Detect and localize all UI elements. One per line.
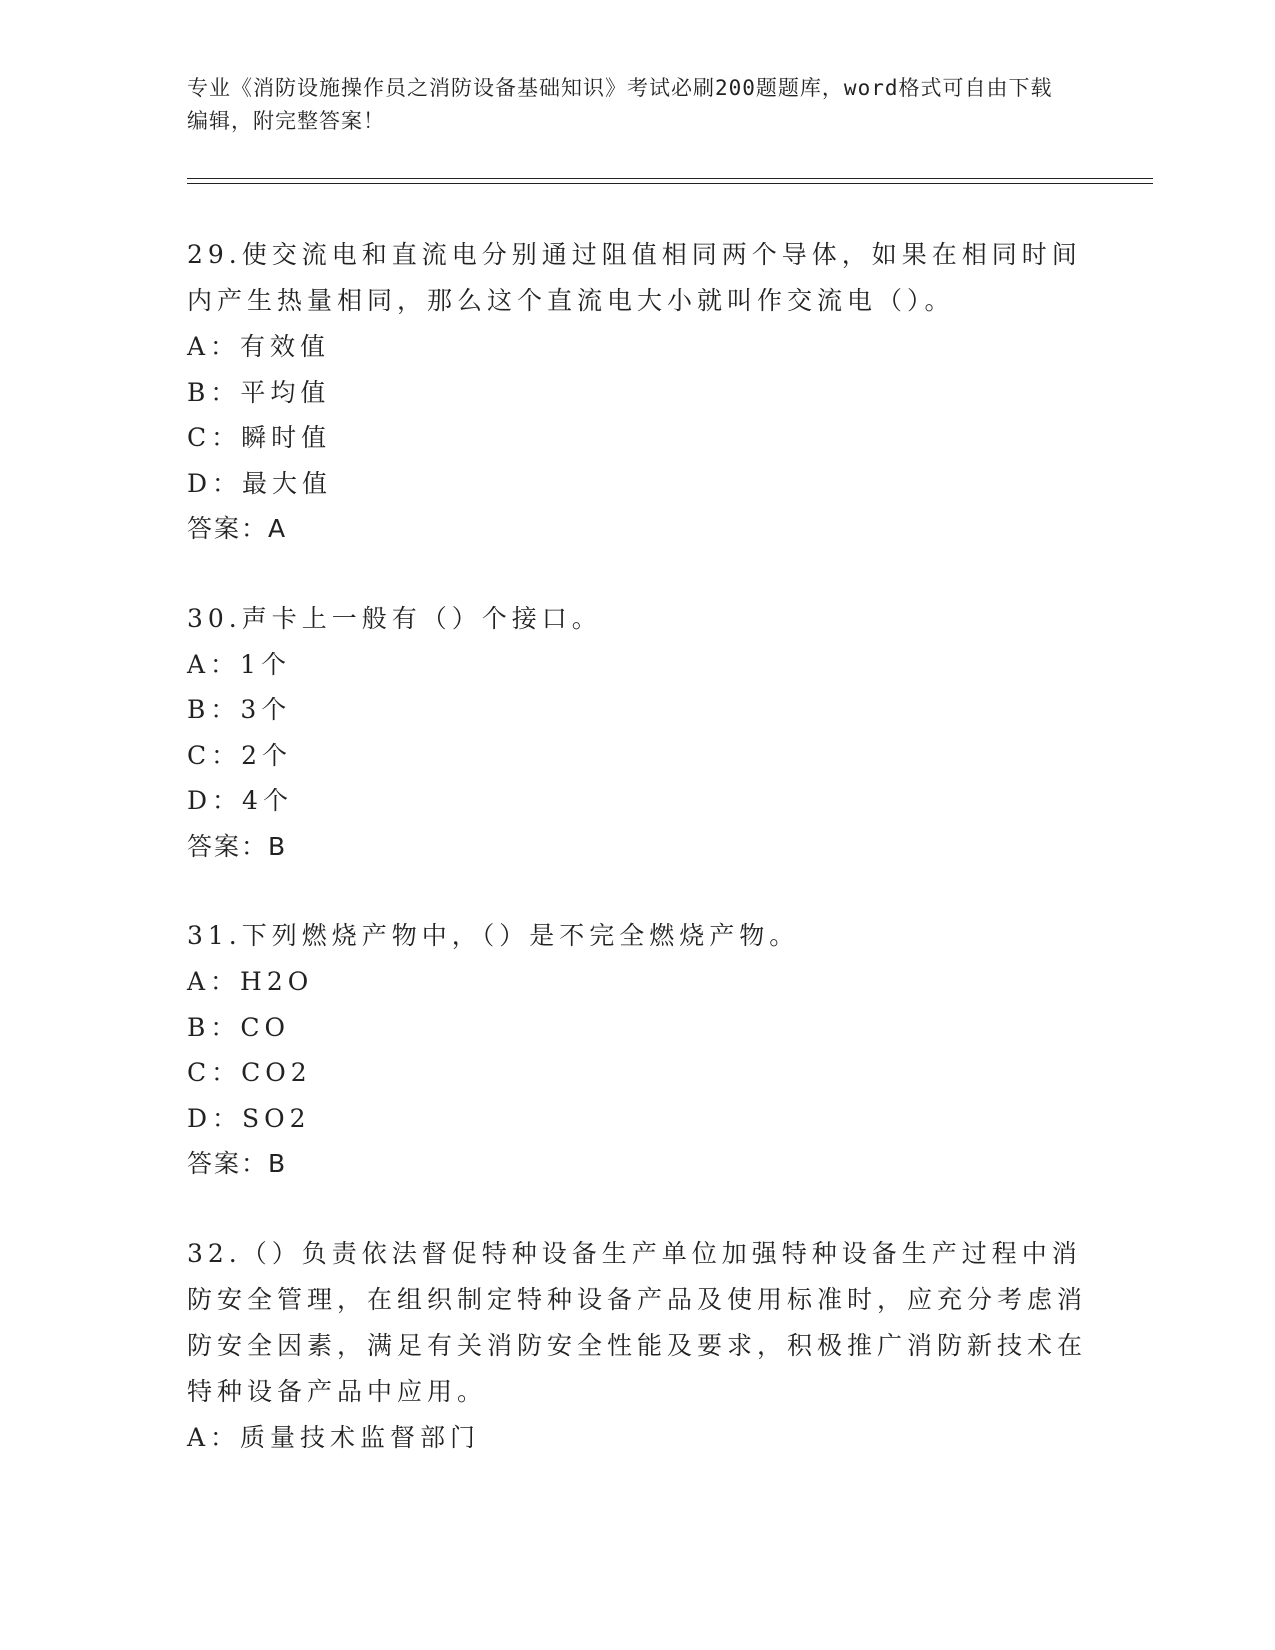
question-stem: 32.（）负责依法督促特种设备生产单位加强特种设备生产过程中消防安全管理，在组织制定特种设备产品及使用标准时，应充分考虑消防安全因素，满足有关消防安全性能及要求，积极推广消防新技术在特种设备产品中应用。	[187, 1238, 1088, 1406]
option-d: D：SO2	[187, 1103, 311, 1133]
question-31	[187, 913, 1087, 1187]
option-c: C：2个	[187, 740, 293, 770]
question-30	[187, 596, 1087, 870]
header-divider-bottom	[187, 183, 1153, 184]
option-c: C：CO2	[187, 1058, 312, 1087]
document-header: 专业《消防设施操作员之消防设备基础知识》考试必刷200题题库，word格式可自由下载编辑，附完整答案！	[187, 76, 1053, 133]
answer-line: 答案：B	[187, 831, 288, 861]
question-stem: 31.下列燃烧产物中，（）是不完全燃烧产物。	[187, 921, 800, 950]
question-29	[187, 232, 1087, 552]
answer-line: 答案：A	[187, 514, 288, 543]
answer-line: 答案：B	[187, 1149, 288, 1178]
header-divider-top	[187, 178, 1153, 179]
question-list	[187, 232, 1087, 1504]
question-stem: 30.声卡上一般有（）个接口。	[187, 603, 602, 633]
option-a: A：1个	[187, 649, 291, 679]
option-a: A：质量技术监督部门	[187, 1422, 481, 1452]
option-a: A：有效值	[187, 332, 331, 361]
option-a: A：H2O	[187, 967, 314, 996]
option-d: D：最大值	[187, 468, 333, 498]
option-d: D：4个	[187, 786, 293, 815]
option-b: B：CO	[187, 1012, 290, 1042]
option-b: B：3个	[187, 695, 292, 724]
question-stem: 29.使交流电和直流电分别通过阻值相同两个导体，如果在相同时间内产生热量相同，那么这个直流电大小就叫作交流电（）。	[187, 240, 1082, 315]
option-b: B：平均值	[187, 377, 331, 407]
question-32	[187, 1231, 1087, 1461]
option-c: C：瞬时值	[187, 423, 332, 452]
